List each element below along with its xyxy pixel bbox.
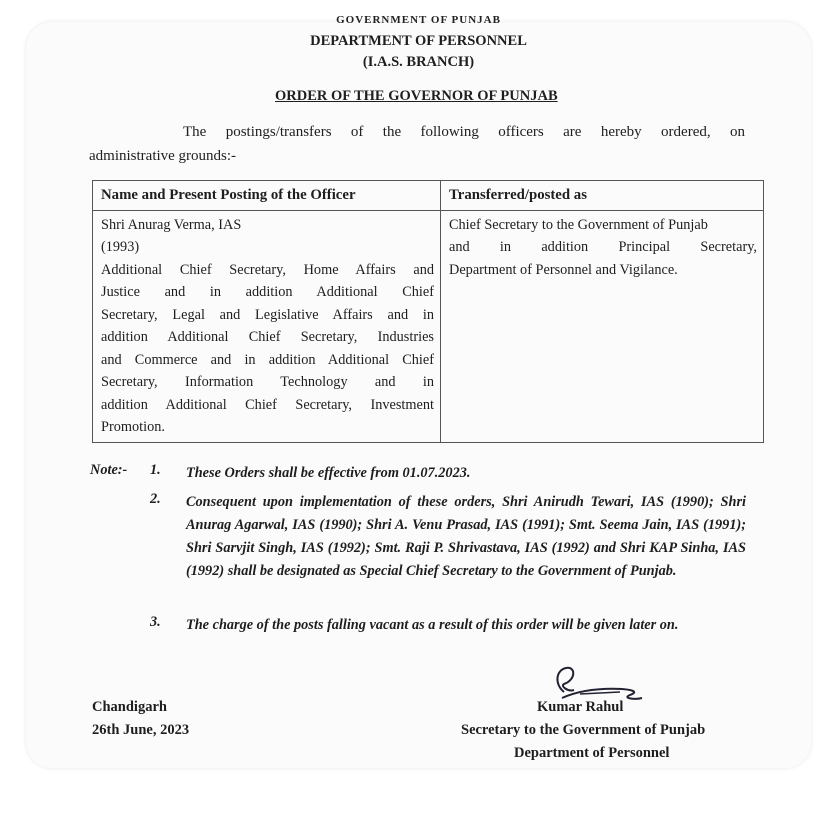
note-number: 1.: [150, 462, 161, 478]
present-posting-line: Secretary, Legal and Legislative Affairs and in: [101, 306, 434, 323]
note-text: These Orders shall be effective from 01.07.2023.: [186, 465, 471, 481]
note-number: 3.: [150, 614, 161, 630]
order-date: 26th June, 2023: [92, 722, 190, 738]
transfer-table: [92, 180, 764, 443]
column-header-present-posting: Name and Present Posting of the Officer: [93, 181, 441, 211]
officer-name: Shri Anurag Verma, IAS: [101, 216, 242, 233]
transferred-to-cell: [441, 210, 764, 442]
column-header-transferred-to: Transferred/posted as: [441, 181, 764, 211]
present-posting-line: Justice and in addition Additional Chief: [101, 284, 434, 300]
present-posting-line: addition Additional Chief Secretary, Industries: [101, 329, 434, 345]
note-number: 2.: [150, 491, 161, 507]
intro-line-1: The postings/transfers of the following officers are hereby ordered, on: [183, 124, 745, 140]
signatory-name: Kumar Rahul: [537, 699, 624, 715]
government-heading: GOVERNMENT OF PUNJAB: [336, 14, 501, 26]
present-posting-line: Additional Chief Secretary, Home Affairs and: [101, 261, 434, 278]
present-posting-line: addition Additional Chief Secretary, Investment: [101, 396, 434, 413]
new-posting-line: Department of Personnel and Vigilance.: [449, 261, 678, 278]
place: Chandigarh: [92, 699, 167, 715]
order-title: ORDER OF THE GOVERNOR OF PUNJAB: [275, 88, 558, 104]
new-posting-line: and in addition Principal Secretary,: [449, 239, 757, 255]
present-posting-line: and Commerce and in addition Additional Chief: [101, 351, 434, 368]
department-heading: DEPARTMENT OF PERSONNEL: [310, 33, 527, 49]
note-text: The charge of the posts falling vacant as a result of this order will be given later on.: [186, 617, 679, 633]
present-posting-line: Promotion.: [101, 419, 165, 435]
table-row: [93, 210, 764, 442]
table-header-row: [93, 181, 764, 211]
signatory-department: Department of Personnel: [514, 745, 670, 761]
present-posting-line: Secretary, Information Technology and in: [101, 374, 434, 390]
officer-batch: (1993): [101, 239, 140, 255]
signatory-designation: Secretary to the Government of Punjab: [461, 722, 706, 738]
note-text: Consequent upon implementation of these orders, Shri Anirudh Tewari, IAS (1990); Shri Anurag Agarwal, IAS (1990); Shri A. Venu Prasad, IAS (1991); Smt. Seema Jain, IAS (1991); Shri Sarvjit Singh, IAS (1992); Smt. Raji P. Shrivastava, IAS (1992) and Shri KAP Sinha, IAS (1992) shall be designated as Special Chief Secretary to the Government of Punjab.: [186, 494, 746, 579]
branch-heading: (I.A.S. BRANCH): [362, 54, 475, 70]
intro-line-2: administrative grounds:-: [89, 148, 237, 164]
present-posting-cell: [93, 210, 441, 442]
note-label: Note:-: [90, 462, 128, 478]
new-posting-line: Chief Secretary to the Government of Punjab: [449, 216, 708, 233]
